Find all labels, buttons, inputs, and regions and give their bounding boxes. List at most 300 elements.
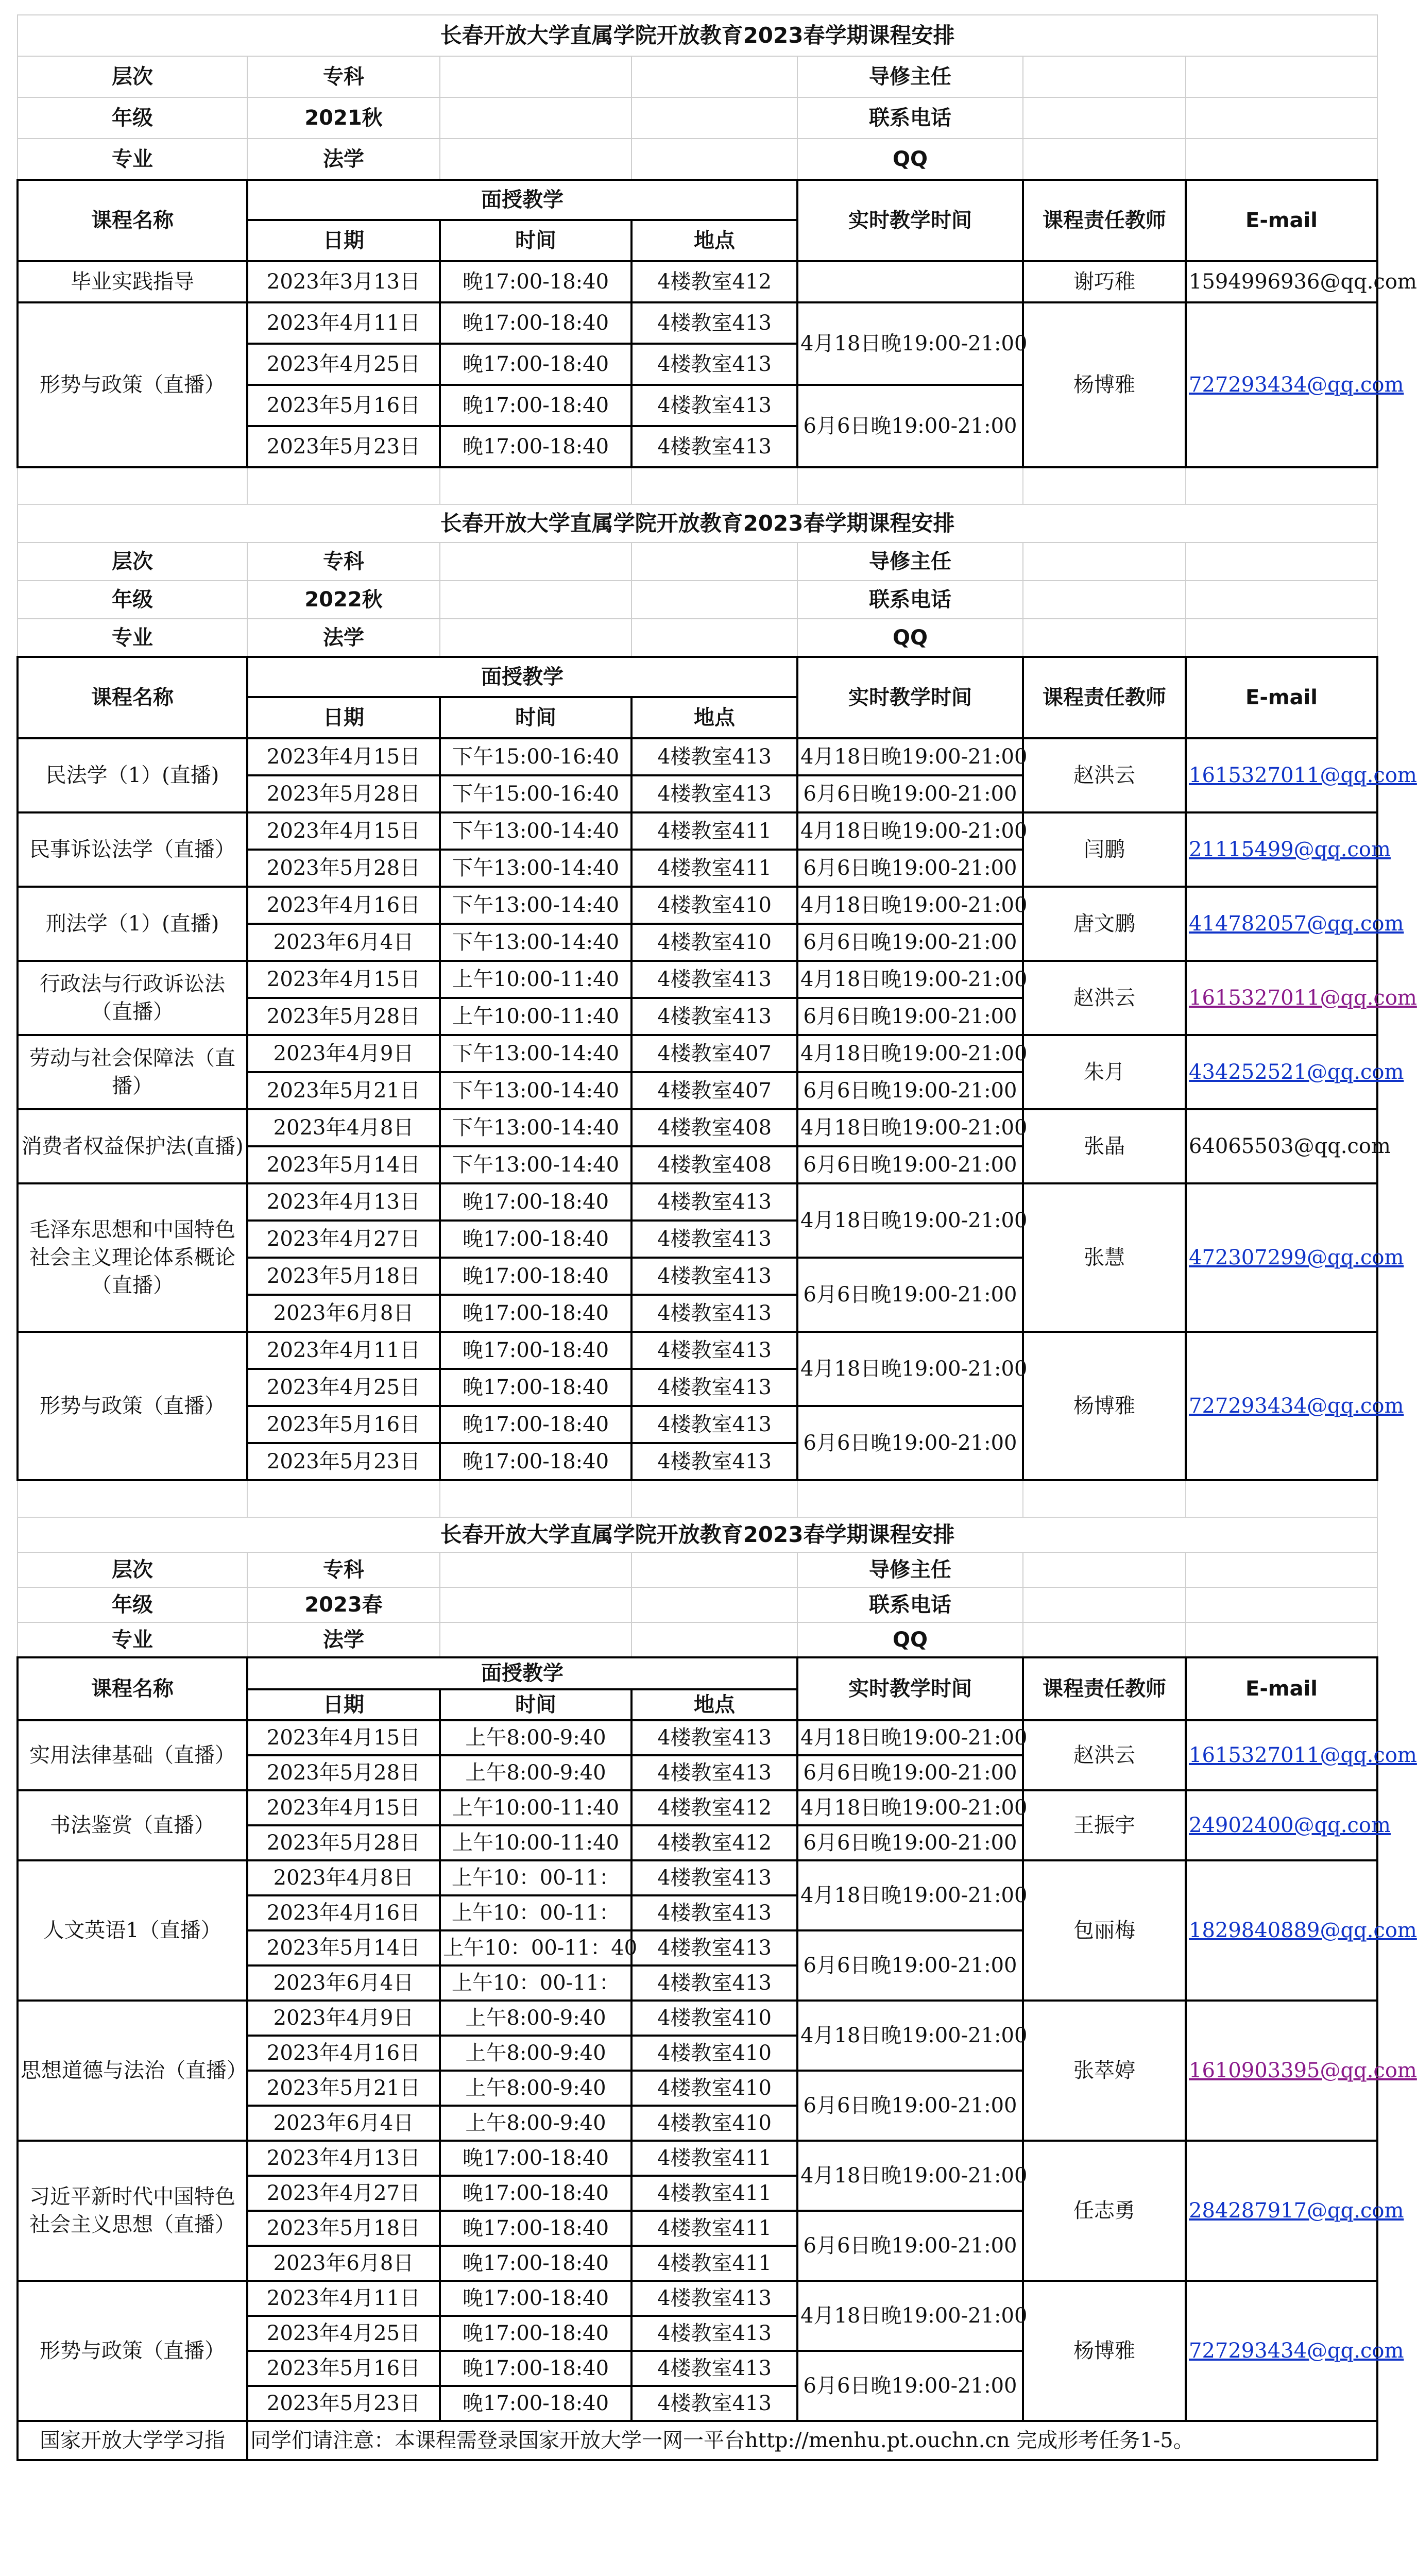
session-room: 4楼教室413 bbox=[631, 1369, 797, 1406]
teacher-email[interactable] bbox=[1186, 1035, 1404, 1109]
session-room: 4楼教室413 bbox=[631, 961, 797, 998]
email-link[interactable]: 434252521@qq.com bbox=[1189, 1060, 1404, 1084]
info-row bbox=[18, 1622, 1377, 1657]
session-time: 晚17:00-18:40 bbox=[440, 1221, 631, 1258]
info-label: 联系电话 bbox=[797, 581, 1023, 619]
info-value: 法学 bbox=[247, 1622, 440, 1657]
header-course-name: 课程名称 bbox=[18, 180, 247, 261]
header-email: E-mail bbox=[1186, 180, 1377, 261]
email-link[interactable]: 727293434@qq.com bbox=[1189, 1394, 1404, 1418]
session-date: 2023年5月23日 bbox=[247, 1443, 440, 1480]
empty-cell bbox=[1023, 97, 1186, 139]
session-time: 晚17:00-18:40 bbox=[440, 426, 631, 467]
info-row bbox=[18, 1552, 1377, 1587]
session-room: 4楼教室411 bbox=[631, 812, 797, 850]
session-time: 下午13:00-14:40 bbox=[440, 1109, 631, 1146]
teacher-name: 赵洪云 bbox=[1023, 738, 1186, 812]
session-time: 上午8:00-9:40 bbox=[440, 2036, 631, 2071]
email-link[interactable]: 284287917@qq.com bbox=[1189, 2199, 1404, 2223]
empty-cell bbox=[1023, 467, 1186, 504]
session-date: 2023年5月23日 bbox=[247, 426, 440, 467]
empty-cell bbox=[440, 619, 631, 657]
info-row bbox=[18, 139, 1377, 180]
course-name: 实用法律基础（直播） bbox=[18, 1720, 247, 1790]
email-link[interactable]: 1615327011@qq.com bbox=[1189, 1743, 1417, 1767]
session-room: 4楼教室413 bbox=[631, 302, 797, 344]
teacher-email[interactable] bbox=[1186, 2001, 1417, 2141]
footer-note: 同学们请注意：本课程需登录国家开放大学一网一平台http://menhu.pt.ouchn.cn 完成形考任务1-5。 bbox=[247, 2421, 1377, 2460]
empty-cell bbox=[631, 1480, 797, 1517]
teacher-name: 杨博雅 bbox=[1023, 2281, 1186, 2421]
empty-cell bbox=[247, 1480, 440, 1517]
session-date: 2023年6月8日 bbox=[247, 2246, 440, 2281]
session-room: 4楼教室411 bbox=[631, 2176, 797, 2211]
session-date: 2023年4月16日 bbox=[247, 1895, 440, 1930]
section-title: 长春开放大学直属学院开放教育2023春学期课程安排 bbox=[18, 1517, 1377, 1552]
session-time: 下午13:00-14:40 bbox=[440, 850, 631, 887]
email-link[interactable]: 472307299@qq.com bbox=[1189, 1246, 1404, 1269]
course-name: 形势与政策（直播） bbox=[18, 302, 247, 467]
session-date: 2023年5月18日 bbox=[247, 2211, 440, 2246]
header-course-name: 课程名称 bbox=[18, 1657, 247, 1720]
live-time: 4月18日晚19:00-21:00 bbox=[797, 1109, 1023, 1146]
empty-cell bbox=[440, 1587, 631, 1622]
section-title-row bbox=[18, 1517, 1377, 1552]
session-date: 2023年5月16日 bbox=[247, 2351, 440, 2386]
live-time: 6月6日晚19:00-21:00 bbox=[797, 924, 1023, 961]
session-date: 2023年4月11日 bbox=[247, 2281, 440, 2316]
session-time: 晚17:00-18:40 bbox=[440, 1295, 631, 1332]
email-link[interactable]: 414782057@qq.com bbox=[1189, 912, 1404, 936]
info-value: 2023春 bbox=[247, 1587, 440, 1622]
empty-cell bbox=[1023, 1622, 1186, 1657]
session-time: 上午10：00-11： bbox=[440, 1965, 631, 2001]
session-room: 4楼教室413 bbox=[631, 1720, 797, 1755]
session-room: 4楼教室413 bbox=[631, 1755, 797, 1790]
session-time: 上午10:00-11:40 bbox=[440, 1825, 631, 1860]
session-date: 2023年4月8日 bbox=[247, 1860, 440, 1895]
session-room: 4楼教室411 bbox=[631, 2211, 797, 2246]
spacer-row bbox=[18, 1480, 1377, 1517]
live-time: 4月18日晚19:00-21:00 bbox=[797, 1790, 1023, 1825]
session-room: 4楼教室413 bbox=[631, 2386, 797, 2421]
info-label: 层次 bbox=[18, 543, 247, 581]
session-room: 4楼教室410 bbox=[631, 2001, 797, 2036]
info-label: 联系电话 bbox=[797, 1587, 1023, 1622]
course-name: 思想道德与法治（直播） bbox=[18, 2001, 247, 2141]
empty-cell bbox=[440, 1480, 631, 1517]
session-room: 4楼教室410 bbox=[631, 2106, 797, 2141]
live-time: 6月6日晚19:00-21:00 bbox=[797, 1930, 1023, 2001]
header-teacher: 课程责任教师 bbox=[1023, 1657, 1186, 1720]
info-label: 层次 bbox=[18, 1552, 247, 1587]
info-label: 年级 bbox=[18, 97, 247, 139]
session-room: 4楼教室413 bbox=[631, 738, 797, 775]
empty-cell bbox=[440, 139, 631, 180]
empty-cell bbox=[440, 97, 631, 139]
header-face-teaching: 面授教学 bbox=[247, 180, 797, 220]
live-time: 4月18日晚19:00-21:00 bbox=[797, 1720, 1023, 1755]
teacher-email[interactable] bbox=[1186, 1183, 1404, 1332]
info-row bbox=[18, 543, 1377, 581]
session-date: 2023年6月4日 bbox=[247, 924, 440, 961]
empty-cell bbox=[18, 467, 247, 504]
course-row bbox=[18, 2001, 1377, 2036]
session-time: 晚17:00-18:40 bbox=[440, 2386, 631, 2421]
session-time: 上午8:00-9:40 bbox=[440, 1720, 631, 1755]
info-value: 2021秋 bbox=[247, 97, 440, 139]
live-time bbox=[797, 261, 1023, 302]
empty-cell bbox=[1186, 543, 1377, 581]
header-live-time: 实时教学时间 bbox=[797, 657, 1023, 738]
teacher-email[interactable] bbox=[1186, 1860, 1417, 2001]
session-time: 晚17:00-18:40 bbox=[440, 1258, 631, 1295]
session-room: 4楼教室413 bbox=[631, 998, 797, 1035]
teacher-email[interactable] bbox=[1186, 738, 1417, 812]
course-row bbox=[18, 1860, 1377, 1895]
teacher-name: 闫鹏 bbox=[1023, 812, 1186, 887]
session-time: 晚17:00-18:40 bbox=[440, 1183, 631, 1221]
info-label: QQ bbox=[797, 139, 1023, 180]
empty-cell bbox=[18, 1480, 247, 1517]
email-link[interactable]: 24902400@qq.com bbox=[1189, 1814, 1391, 1837]
session-date: 2023年4月15日 bbox=[247, 1790, 440, 1825]
empty-cell bbox=[1186, 139, 1377, 180]
session-room: 4楼教室411 bbox=[631, 2246, 797, 2281]
header-face-teaching: 面授教学 bbox=[247, 1657, 797, 1689]
session-room: 4楼教室413 bbox=[631, 1332, 797, 1369]
header-row bbox=[18, 1657, 1377, 1689]
teacher-name: 杨博雅 bbox=[1023, 302, 1186, 467]
section-title: 长春开放大学直属学院开放教育2023春学期课程安排 bbox=[18, 504, 1377, 543]
info-value: 专科 bbox=[247, 56, 440, 97]
empty-cell bbox=[631, 1552, 797, 1587]
empty-cell bbox=[1186, 467, 1377, 504]
info-value: 法学 bbox=[247, 139, 440, 180]
session-date: 2023年4月25日 bbox=[247, 1369, 440, 1406]
session-date: 2023年4月8日 bbox=[247, 1109, 440, 1146]
session-time: 晚17:00-18:40 bbox=[440, 1332, 631, 1369]
session-date: 2023年4月16日 bbox=[247, 887, 440, 924]
course-name: 劳动与社会保障法（直播） bbox=[18, 1035, 247, 1109]
session-room: 4楼教室413 bbox=[631, 1221, 797, 1258]
teacher-email[interactable] bbox=[1186, 2141, 1404, 2281]
session-room: 4楼教室410 bbox=[631, 924, 797, 961]
session-time: 晚17:00-18:40 bbox=[440, 2351, 631, 2386]
live-time: 4月18日晚19:00-21:00 bbox=[797, 302, 1023, 385]
teacher-email[interactable] bbox=[1186, 812, 1391, 887]
session-date: 2023年5月16日 bbox=[247, 385, 440, 426]
course-row bbox=[18, 1720, 1377, 1755]
session-date: 2023年5月28日 bbox=[247, 1825, 440, 1860]
email-link[interactable]: 727293434@qq.com bbox=[1189, 2339, 1404, 2363]
teacher-email[interactable] bbox=[1186, 2281, 1404, 2421]
section-title: 长春开放大学直属学院开放教育2023春学期课程安排 bbox=[18, 15, 1377, 56]
session-time: 上午10:00-11:40 bbox=[440, 998, 631, 1035]
session-time: 晚17:00-18:40 bbox=[440, 385, 631, 426]
session-date: 2023年4月15日 bbox=[247, 1720, 440, 1755]
teacher-name: 任志勇 bbox=[1023, 2141, 1186, 2281]
session-time: 晚17:00-18:40 bbox=[440, 2281, 631, 2316]
footer-row bbox=[18, 2421, 1377, 2460]
session-room: 4楼教室413 bbox=[631, 1443, 797, 1480]
session-time: 下午13:00-14:40 bbox=[440, 924, 631, 961]
session-time: 晚17:00-18:40 bbox=[440, 344, 631, 385]
session-time: 上午10：00-11： bbox=[440, 1860, 631, 1895]
info-row bbox=[18, 56, 1377, 97]
info-label: 专业 bbox=[18, 619, 247, 657]
schedule-table bbox=[16, 14, 1417, 2461]
empty-cell bbox=[1186, 97, 1377, 139]
live-time: 4月18日晚19:00-21:00 bbox=[797, 1332, 1023, 1406]
session-time: 下午13:00-14:40 bbox=[440, 1146, 631, 1183]
live-time: 6月6日晚19:00-21:00 bbox=[797, 2351, 1023, 2421]
teacher-email[interactable] bbox=[1186, 1720, 1417, 1790]
session-time: 晚17:00-18:40 bbox=[440, 2176, 631, 2211]
empty-cell bbox=[631, 581, 797, 619]
session-date: 2023年4月9日 bbox=[247, 2001, 440, 2036]
session-room: 4楼教室413 bbox=[631, 1295, 797, 1332]
course-row bbox=[18, 1035, 1377, 1072]
teacher-name: 朱月 bbox=[1023, 1035, 1186, 1109]
empty-cell bbox=[631, 619, 797, 657]
teacher-email: 64065503@qq.com bbox=[1186, 1109, 1377, 1183]
info-row bbox=[18, 1587, 1377, 1622]
live-time: 6月6日晚19:00-21:00 bbox=[797, 1258, 1023, 1332]
info-row bbox=[18, 619, 1377, 657]
session-date: 2023年4月27日 bbox=[247, 2176, 440, 2211]
session-date: 2023年6月8日 bbox=[247, 1295, 440, 1332]
empty-cell bbox=[440, 1552, 631, 1587]
teacher-name: 唐文鹏 bbox=[1023, 887, 1186, 961]
email-link[interactable]: 1610903395@qq.com bbox=[1189, 2059, 1417, 2082]
session-room: 4楼教室407 bbox=[631, 1035, 797, 1072]
course-row bbox=[18, 1332, 1377, 1369]
course-row bbox=[18, 887, 1377, 924]
session-room: 4楼教室413 bbox=[631, 1258, 797, 1295]
session-room: 4楼教室413 bbox=[631, 1965, 797, 2001]
teacher-name: 张慧 bbox=[1023, 1183, 1186, 1332]
info-label: 导修主任 bbox=[797, 1552, 1023, 1587]
course-row bbox=[18, 261, 1377, 302]
empty-cell bbox=[1023, 1480, 1186, 1517]
session-date: 2023年4月15日 bbox=[247, 812, 440, 850]
empty-cell bbox=[440, 581, 631, 619]
session-date: 2023年5月28日 bbox=[247, 998, 440, 1035]
session-date: 2023年4月11日 bbox=[247, 302, 440, 344]
live-time: 6月6日晚19:00-21:00 bbox=[797, 850, 1023, 887]
course-row bbox=[18, 1183, 1377, 1221]
live-time: 4月18日晚19:00-21:00 bbox=[797, 812, 1023, 850]
header-row bbox=[18, 657, 1377, 697]
teacher-name: 张萃婷 bbox=[1023, 2001, 1186, 2141]
teacher-email[interactable] bbox=[1186, 961, 1417, 1035]
empty-cell bbox=[1186, 581, 1377, 619]
session-date: 2023年4月9日 bbox=[247, 1035, 440, 1072]
empty-cell bbox=[1023, 619, 1186, 657]
schedule-sheet bbox=[16, 14, 1417, 2461]
empty-cell bbox=[631, 97, 797, 139]
empty-cell bbox=[440, 56, 631, 97]
session-time: 下午15:00-16:40 bbox=[440, 738, 631, 775]
info-label: 年级 bbox=[18, 1587, 247, 1622]
empty-cell bbox=[1186, 1552, 1377, 1587]
course-row bbox=[18, 961, 1377, 998]
empty-cell bbox=[1186, 56, 1377, 97]
info-row bbox=[18, 97, 1377, 139]
course-name: 民法学（1）(直播) bbox=[18, 738, 247, 812]
empty-cell bbox=[247, 467, 440, 504]
live-time: 6月6日晚19:00-21:00 bbox=[797, 2071, 1023, 2141]
header-location: 地点 bbox=[631, 697, 797, 738]
course-row bbox=[18, 2281, 1377, 2316]
info-label: 联系电话 bbox=[797, 97, 1023, 139]
email-link[interactable]: 1615327011@qq.com bbox=[1189, 764, 1417, 787]
session-time: 晚17:00-18:40 bbox=[440, 2316, 631, 2351]
empty-cell bbox=[631, 1587, 797, 1622]
session-time: 上午10：00-11：40 bbox=[440, 1930, 631, 1965]
session-room: 4楼教室413 bbox=[631, 775, 797, 812]
section-title-row bbox=[18, 504, 1377, 543]
session-date: 2023年4月13日 bbox=[247, 1183, 440, 1221]
header-teacher: 课程责任教师 bbox=[1023, 657, 1186, 738]
header-live-time: 实时教学时间 bbox=[797, 1657, 1023, 1720]
session-date: 2023年4月27日 bbox=[247, 1221, 440, 1258]
course-name: 行政法与行政诉讼法（直播） bbox=[18, 961, 247, 1035]
section-title-row bbox=[18, 15, 1377, 56]
session-room: 4楼教室413 bbox=[631, 1895, 797, 1930]
course-name: 书法鉴赏（直播） bbox=[18, 1790, 247, 1860]
course-row bbox=[18, 2141, 1377, 2176]
session-room: 4楼教室413 bbox=[631, 1860, 797, 1895]
session-date: 2023年5月21日 bbox=[247, 2071, 440, 2106]
empty-cell bbox=[1023, 1552, 1186, 1587]
session-date: 2023年4月15日 bbox=[247, 738, 440, 775]
teacher-name: 赵洪云 bbox=[1023, 1720, 1186, 1790]
empty-cell bbox=[797, 1480, 1023, 1517]
empty-cell bbox=[1023, 56, 1186, 97]
course-name: 毕业实践指导 bbox=[18, 261, 247, 302]
info-label: 专业 bbox=[18, 1622, 247, 1657]
empty-cell bbox=[631, 467, 797, 504]
email-link[interactable]: 1615327011@qq.com bbox=[1189, 986, 1417, 1010]
empty-cell bbox=[631, 56, 797, 97]
header-time: 时间 bbox=[440, 220, 631, 261]
header-email: E-mail bbox=[1186, 1657, 1377, 1720]
header-teacher: 课程责任教师 bbox=[1023, 180, 1186, 261]
info-label: QQ bbox=[797, 619, 1023, 657]
live-time: 4月18日晚19:00-21:00 bbox=[797, 738, 1023, 775]
teacher-name: 赵洪云 bbox=[1023, 961, 1186, 1035]
session-time: 上午10：00-11： bbox=[440, 1895, 631, 1930]
session-time: 晚17:00-18:40 bbox=[440, 1406, 631, 1443]
teacher-email[interactable] bbox=[1186, 887, 1404, 961]
course-name: 形势与政策（直播） bbox=[18, 2281, 247, 2421]
header-time: 时间 bbox=[440, 1689, 631, 1720]
live-time: 6月6日晚19:00-21:00 bbox=[797, 1406, 1023, 1480]
header-location: 地点 bbox=[631, 1689, 797, 1720]
course-row bbox=[18, 1790, 1377, 1825]
empty-cell bbox=[440, 543, 631, 581]
empty-cell bbox=[440, 467, 631, 504]
info-label: 专业 bbox=[18, 139, 247, 180]
info-label: 导修主任 bbox=[797, 543, 1023, 581]
teacher-email: 1594996936@qq.com bbox=[1186, 261, 1377, 302]
session-room: 4楼教室407 bbox=[631, 1072, 797, 1109]
session-time: 上午8:00-9:40 bbox=[440, 2071, 631, 2106]
session-date: 2023年4月11日 bbox=[247, 1332, 440, 1369]
session-time: 上午10:00-11:40 bbox=[440, 961, 631, 998]
session-date: 2023年4月16日 bbox=[247, 2036, 440, 2071]
session-date: 2023年5月14日 bbox=[247, 1930, 440, 1965]
session-time: 下午13:00-14:40 bbox=[440, 1035, 631, 1072]
session-date: 2023年4月25日 bbox=[247, 344, 440, 385]
session-room: 4楼教室413 bbox=[631, 426, 797, 467]
live-time: 4月18日晚19:00-21:00 bbox=[797, 887, 1023, 924]
course-name: 民事诉讼法学（直播） bbox=[18, 812, 247, 887]
course-name: 消费者权益保护法(直播) bbox=[18, 1109, 247, 1183]
header-date: 日期 bbox=[247, 697, 440, 738]
teacher-email[interactable] bbox=[1186, 1790, 1391, 1860]
session-room: 4楼教室408 bbox=[631, 1109, 797, 1146]
info-label: 年级 bbox=[18, 581, 247, 619]
live-time: 4月18日晚19:00-21:00 bbox=[797, 1860, 1023, 1930]
session-date: 2023年5月23日 bbox=[247, 2386, 440, 2421]
empty-cell bbox=[631, 1622, 797, 1657]
session-date: 2023年5月28日 bbox=[247, 850, 440, 887]
header-location: 地点 bbox=[631, 220, 797, 261]
info-row bbox=[18, 581, 1377, 619]
session-room: 4楼教室412 bbox=[631, 261, 797, 302]
email-link[interactable]: 21115499@qq.com bbox=[1189, 838, 1391, 861]
header-live-time: 实时教学时间 bbox=[797, 180, 1023, 261]
session-time: 下午13:00-14:40 bbox=[440, 887, 631, 924]
session-room: 4楼教室413 bbox=[631, 2316, 797, 2351]
course-row bbox=[18, 302, 1377, 344]
session-room: 4楼教室412 bbox=[631, 1825, 797, 1860]
session-time: 晚17:00-18:40 bbox=[440, 2141, 631, 2176]
session-room: 4楼教室413 bbox=[631, 385, 797, 426]
course-row bbox=[18, 1109, 1377, 1146]
session-date: 2023年5月28日 bbox=[247, 775, 440, 812]
live-time: 6月6日晚19:00-21:00 bbox=[797, 1146, 1023, 1183]
teacher-email[interactable] bbox=[1186, 1332, 1404, 1480]
teacher-email[interactable] bbox=[1186, 302, 1404, 467]
header-face-teaching: 面授教学 bbox=[247, 657, 797, 697]
empty-cell bbox=[797, 467, 1023, 504]
empty-cell bbox=[1186, 619, 1377, 657]
session-time: 上午8:00-9:40 bbox=[440, 2106, 631, 2141]
session-date: 2023年5月16日 bbox=[247, 1406, 440, 1443]
course-row bbox=[18, 738, 1377, 775]
course-name: 毛泽东思想和中国特色社会主义理论体系概论（直播） bbox=[18, 1183, 247, 1332]
empty-cell bbox=[1186, 1480, 1377, 1517]
session-date: 2023年5月21日 bbox=[247, 1072, 440, 1109]
email-link[interactable]: 1829840889@qq.com bbox=[1189, 1919, 1417, 1942]
live-time: 4月18日晚19:00-21:00 bbox=[797, 2001, 1023, 2071]
session-date: 2023年5月14日 bbox=[247, 1146, 440, 1183]
email-link[interactable]: 727293434@qq.com bbox=[1189, 373, 1404, 397]
header-date: 日期 bbox=[247, 1689, 440, 1720]
teacher-name: 王振宇 bbox=[1023, 1790, 1186, 1860]
course-row bbox=[18, 812, 1377, 850]
teacher-name: 杨博雅 bbox=[1023, 1332, 1186, 1480]
course-name: 习近平新时代中国特色社会主义思想（直播） bbox=[18, 2141, 247, 2281]
info-label: 层次 bbox=[18, 56, 247, 97]
header-email: E-mail bbox=[1186, 657, 1377, 738]
session-room: 4楼教室411 bbox=[631, 850, 797, 887]
course-name: 形势与政策（直播） bbox=[18, 1332, 247, 1480]
